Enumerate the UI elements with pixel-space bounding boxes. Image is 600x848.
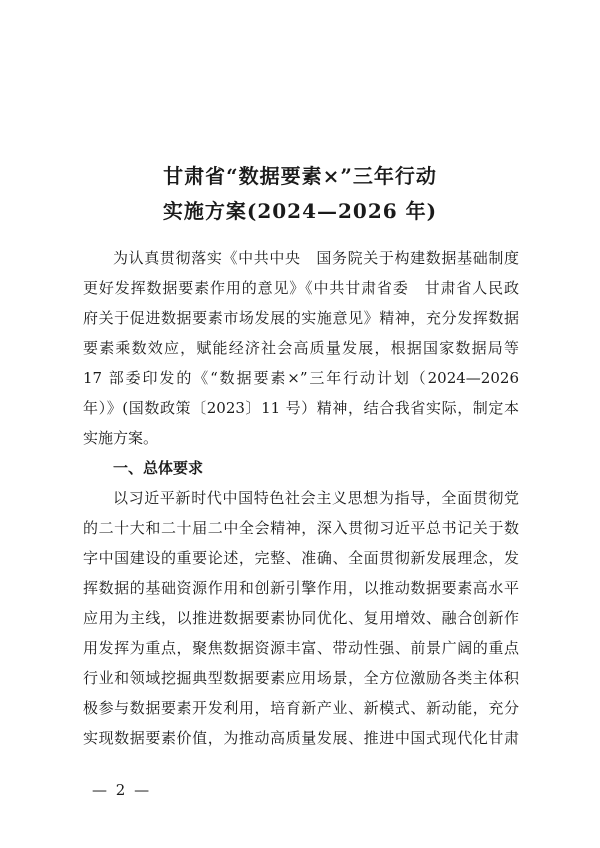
section-body-line-4: 挥数据的基础资源作用和创新引擎作用，以推动数据要素高水平	[83, 579, 519, 597]
section-body-line-1: 以习近平新时代中国特色社会主义思想为指导，全面贯彻党	[113, 489, 519, 507]
section-body-line-2: 的二十大和二十届二中全会精神，深入贯彻习近平总书记关于数	[83, 519, 519, 537]
section-body-line-5: 应用为主线，以推进数据要素协同优化、复用增效、融合创新作	[83, 609, 519, 627]
preamble-line-5: 17 部委印发的《“数据要素×”三年行动计划（2024—2026	[83, 369, 519, 387]
section-body-line-6: 用发挥为重点，聚焦数据资源丰富、带动性强、前景广阔的重点	[83, 639, 519, 657]
section-body-line-9: 实现数据要素价值，为推动高质量发展、推进中国式现代化甘肃	[83, 729, 519, 747]
preamble-line-1: 为认真贯彻落实《中共中央 国务院关于构建数据基础制度	[113, 249, 519, 267]
preamble-line-7: 实施方案。	[83, 429, 159, 447]
preamble-line-4: 要素乘数效应，赋能经济社会高质量发展，根据国家数据局等	[83, 339, 519, 357]
preamble-line-3: 府关于促进数据要素市场发展的实施意见》精神，充分发挥数据	[83, 309, 519, 327]
page-number: — 2 —	[92, 781, 152, 799]
preamble-line-6: 年）》(国数政策〔2023〕11 号）精神，结合我省实际，制定本	[83, 399, 519, 417]
section-body-line-8: 极参与数据要素开发利用，培育新产业、新模式、新动能，充分	[83, 699, 519, 717]
section-body-line-7: 行业和领域挖掘典型数据要素应用场景，全方位激励各类主体积	[83, 669, 519, 687]
section-body-line-3: 字中国建设的重要论述，完整、准确、全面贯彻新发展理念，发	[83, 549, 519, 567]
section-heading: 一、总体要求	[113, 459, 204, 477]
preamble-line-2: 更好发挥数据要素作用的意见》《中共甘肃省委 甘肃省人民政	[83, 279, 519, 297]
document-title-line2: 实施方案(2024—2026 年)	[162, 199, 438, 223]
document-title-line1: 甘肃省“数据要素×”三年行动	[163, 164, 437, 188]
